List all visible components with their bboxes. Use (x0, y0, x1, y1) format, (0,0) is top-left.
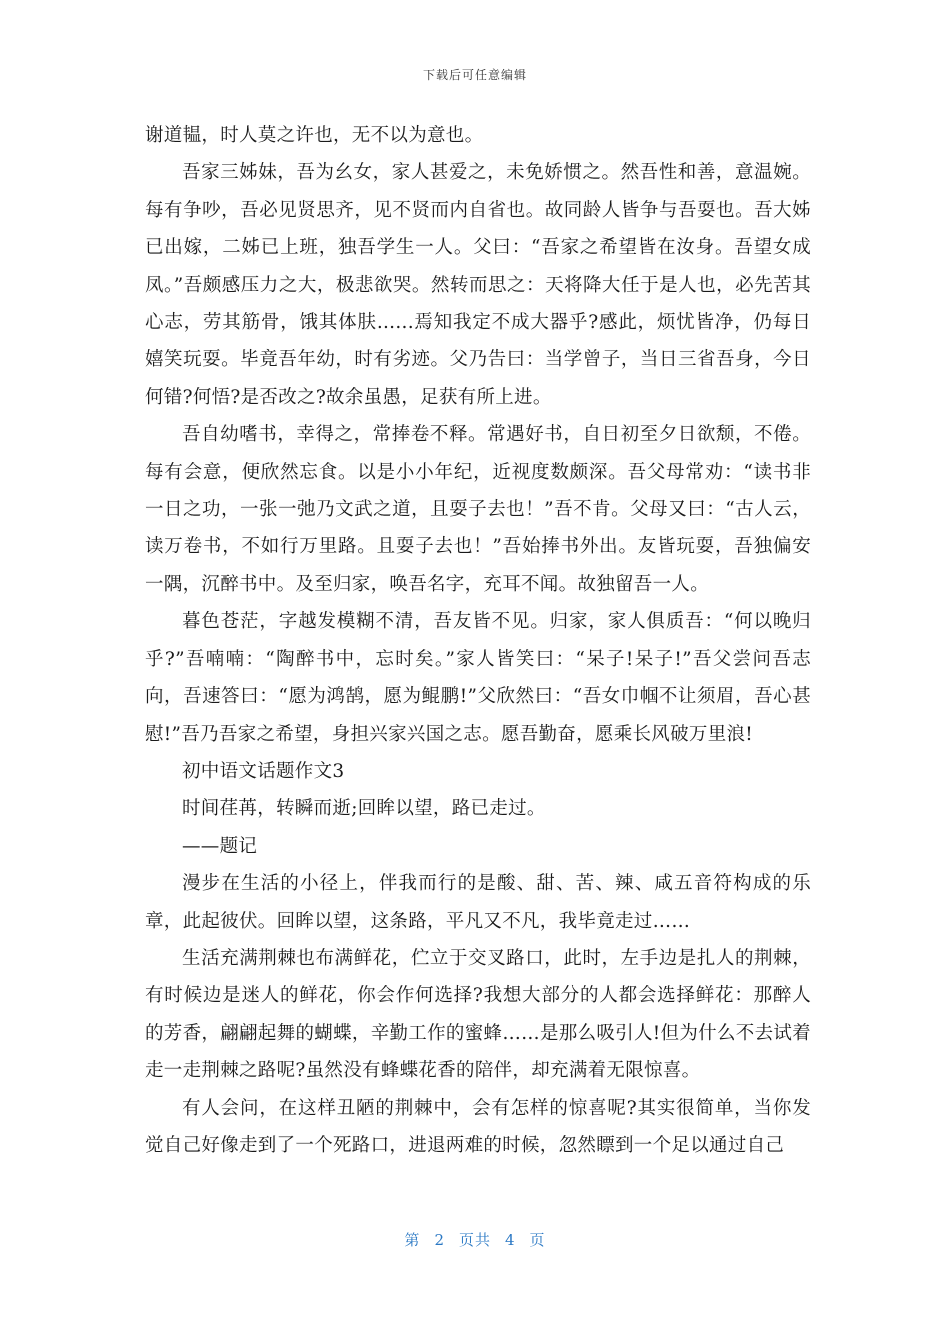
paragraph: 谢道韫，时人莫之许也，无不以为意也。 (145, 125, 484, 146)
total-pages-number: 4 (505, 1231, 516, 1249)
footer-prefix: 第 (404, 1231, 421, 1249)
page-header: 下载后可任意编辑 (422, 68, 527, 82)
document-body (145, 117, 811, 1164)
epigraph: 时间荏苒，转瞬而逝;回眸以望，路已走过。 (182, 798, 546, 820)
current-page-number: 2 (434, 1231, 445, 1249)
paragraph: 吾家三姊妹，吾为幺女，家人甚爱之，未免娇惯之。然吾性和善，意温婉。每有争吵，吾必见贤思齐，见不贤而内自省也。故同龄人皆争与吾耍也。吾大姊已出嫁，二姊已上班，独吾学生一人。父曰：“吾家之希望皆在汝身。吾望女成凤。”吾颇感压力之大，极悲欲哭。然转而思之：天将降大任于是人也，必先苦其心志，劳其筋骨，饿其体肤......焉知我定不成大器乎?感此，烦忧皆净，仍每日嬉笑玩耍。毕竟吾年幼，时有劣迹。父乃告曰：当学曾子，当日三省吾身，今日何错?何悟?是否改之?故余虽愚，足获有所上进。 (145, 162, 811, 408)
paragraph: 漫步在生活的小径上，伴我而行的是酸、甜、苦、辣、咸五音符构成的乐章，此起彼伏。回眸以望，这条路，平凡又不凡，我毕竟走过…… (145, 873, 811, 932)
section-heading: 初中语文话题作文3 (182, 760, 345, 782)
paragraph: 吾自幼嗜书，幸得之，常捧卷不释。常遇好书，自日初至夕日欲颓，不倦。每有会意，便欣然忘食。以是小小年纪，近视度数颇深。吾父母常劝：“读书非一日之功，一张一弛乃文武之道，且耍子去也！”吾不肯。父母又曰：“古人云，读万卷书，不如行万里路。且耍子去也！”吾始捧书外出。友皆玩耍，吾独偏安一隅，沉醉书中。及至归家，唤吾名字，充耳不闻。故独留吾一人。 (145, 424, 811, 595)
paragraph: 暮色苍茫，字越发模糊不清，吾友皆不见。归家，家人俱质吾：“何以晚归乎?”吾喃喃：“陶醉书中，忘时矣。”家人皆笑曰：“呆子!呆子!”吾父尝问吾志向，吾速答曰：“愿为鸿鹄，愿为鲲鹏!”父欣然曰：“吾女巾帼不让须眉，吾心甚慰!”吾乃吾家之希望，身担兴家兴国之志。愿吾勤奋，愿乘长风破万里浪! (145, 611, 811, 745)
page-footer (0, 1229, 950, 1250)
paragraph: 有人会问，在这样丑陋的荆棘中，会有怎样的惊喜呢?其实很简单，当你发觉自己好像走到了一个死路口，进退两难的时候，忽然瞟到一个足以通过自己 (145, 1097, 811, 1156)
footer-suffix: 页 (529, 1231, 546, 1249)
epigraph-attribution: ——题记 (182, 835, 258, 857)
footer-middle: 页共 (458, 1231, 491, 1249)
paragraph: 生活充满荆棘也布满鲜花，伫立于交叉路口，此时，左手边是扎人的荆棘，有时候边是迷人的鲜花，你会作何选择?我想大部分的人都会选择鲜花：那醉人的芳香，翩翩起舞的蝴蝶，辛勤工作的蜜蜂……是那么吸引人!但为什么不去试着走一走荆棘之路呢?虽然没有蜂蝶花香的陪伴，却充满着无限惊喜。 (145, 947, 811, 1082)
